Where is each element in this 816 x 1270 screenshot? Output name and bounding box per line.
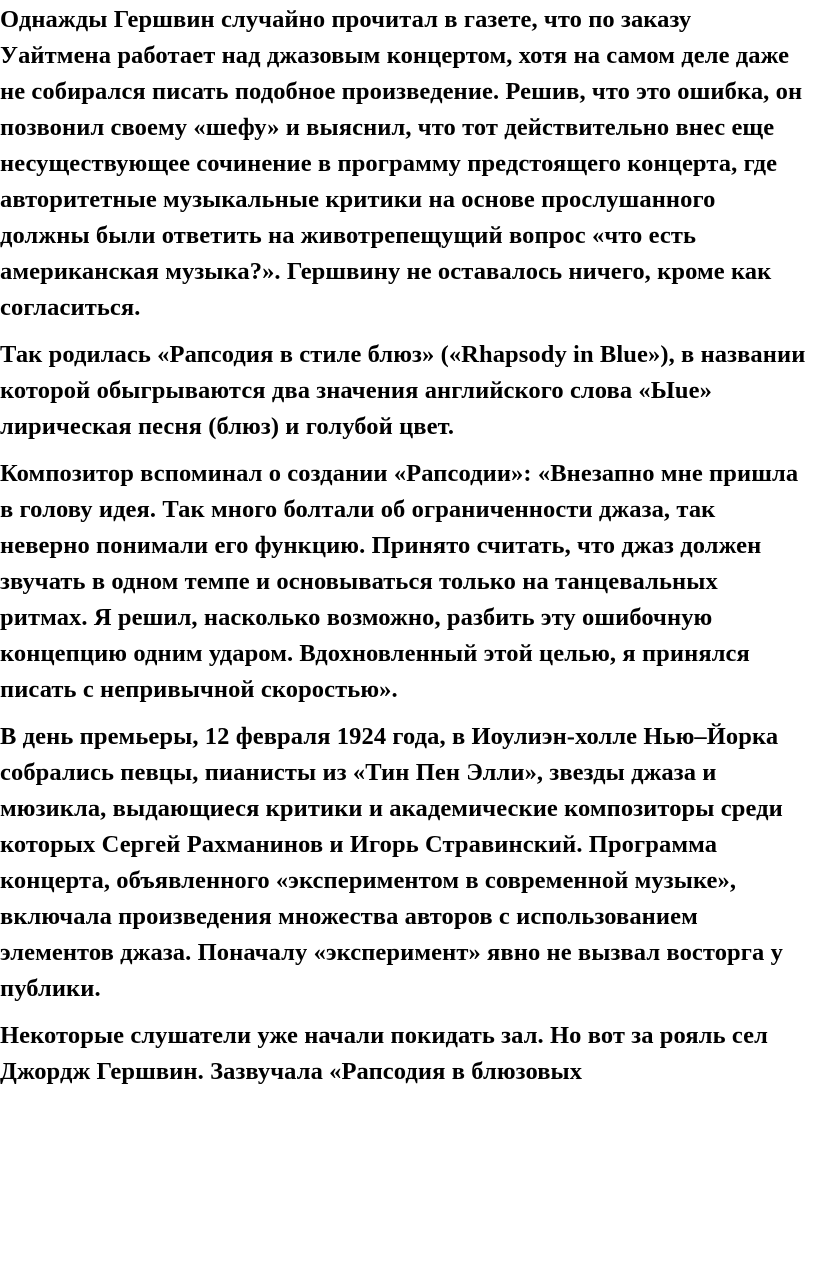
paragraph-3: Композитор вспоминал о создании «Рапсодии»: «Внезапно мне пришла в голову идея. Так много болтали об ограниченности джаза, так неверно понимали его функцию. Принято считать, что джаз должен звучать в одном темпе и основываться только на танцевальных ритмах. Я решил, насколько возможно, разбить эту ошибочную концепцию одним ударом. Вдохновленный этой целью, я принялся писать с непривычной скоростью». (0, 460, 799, 703)
paragraph-4: В день премьеры, 12 февраля 1924 года, в Иоулиэн-холле Нью–Йорка собрались певцы, пианисты из «Тин Пен Элли», звезды джаза и мюзикла, выдающиеся критики и академические композиторы среди которых Сергей Рахманинов и Игорь Стравинский. Программа концерта, объявленного «экспериментом в современной музыке», включала произведения множества авторов с использованием элементов джаза. Поначалу «эксперимент» явно не вызвал восторга у публики. (0, 723, 783, 1002)
paragraph-1: Однажды Гершвин случайно прочитал в газете, что по заказу Уайтмена работает над джазовым концертом, хотя на самом деле даже не собирался писать подобное произведение. Решив, что это ошибка, он позвонил своему «шефу» и выяснил, что тот действительно внес еще несуществующее сочинение в программу предстоящего концерта, где авторитетные музыкальные критики на основе прослушанного должны были ответить на животрепещущий вопрос «что есть американская музыка?». Гершвину не оставалось ничего, кроме как согласиться. (0, 6, 803, 321)
paragraph-5: Некоторые слушатели уже начали покидать зал. Но вот за рояль сел Джордж Гершвин. Зазвучала «Рапсодия в блюзовых (0, 1022, 768, 1085)
paragraph-2: Так родилась «Рапсодия в стиле блюз» («Rhapsody in Blue»), в названии которой обыгрываются два значения английского слова «Ыue» лирическая песня (блюз) и голубой цвет. (0, 341, 806, 440)
